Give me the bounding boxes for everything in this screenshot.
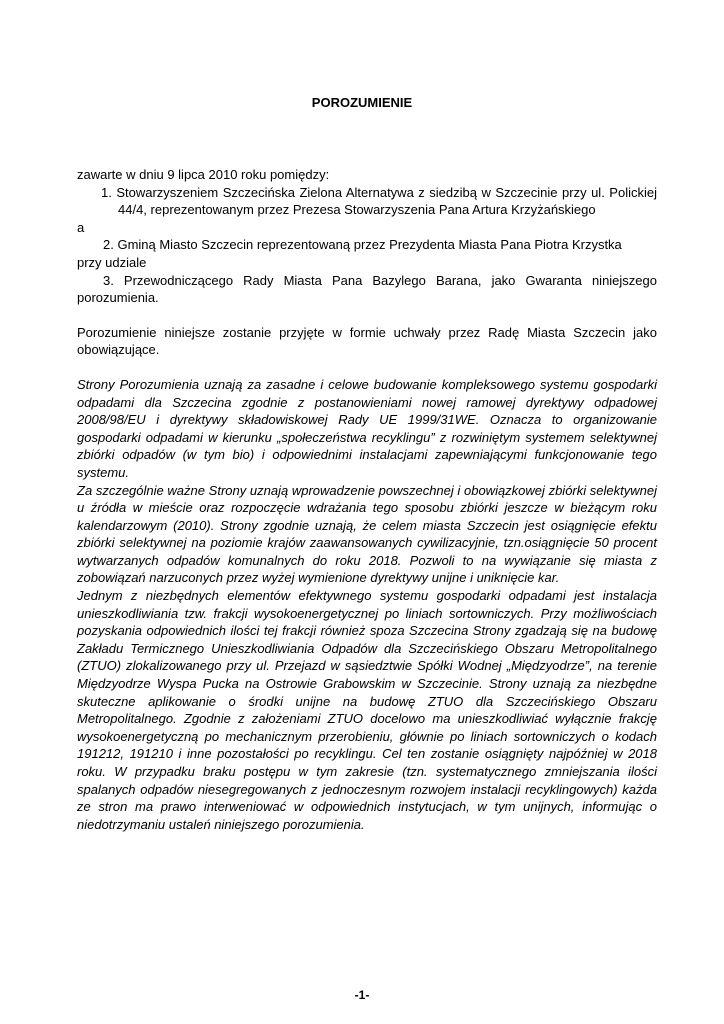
paragraph-ztuo: Jednym z niezbędnych elementów efektywnego systemu gospodarki odpadami jest instalacja unieszkodliwiania tzw. frakcji wysokoenergetycznej po liniach sortowniczych. Przy możliwościach pozyskania odpowiednich ilości tej frakcji również spoza Szczecina Strony zgadzają się na budowę Zakładu Termicznego Unieszkodliwiania Odpadów dla Szczecińskiego Obszaru Metropolitalnego (ZTUO) zlokalizowanego przy ul. Przejazd w sąsiedztwie Spółki Wodnej „Międzyodrze”, na terenie Międzyodrze Wyspa Pucka na Ostrowie Grabowskim w Szczecinie. Strony uznają za niezbędne skuteczne aplikowanie o środki unijne na budowę ZTUO dla Szczecińskiego Obszaru Metropolitalnego. Zgodnie z założeniami ZTUO docelowo ma unieszkodliwiać wyłącznie frakcję wysokoenergetyczną po mechanicznym przerobieniu, głównie po liniach sortowniczych o kodach 191212, 191210 i inne pozostałości po recyklingu. Cel ten zostanie osiągnięty najpóźniej w 2018 roku. W przypadku braku postępu w tym zakresie (tzn. systematycznego zmniejszania ilości spalanych odpadów niesegregowanych z jednoczesnym rozwojem instalacji recyklingowych) każda ze stron ma prawo interweniować w odpowiednich instytucjach, w tym unijnych, informując o niedotrzymaniu ustaleń niniejszego porozumienia. (77, 588, 657, 832)
paragraph-waste-system: Strony Porozumienia uznają za zasadne i celowe budowanie kompleksowego systemu gospodarki odpadami dla Szczecina zgodnie z postanowieniami nowej ramowej dyrektywy odpadowej 2008/98/EU i dyrektywy składowiskowej Rady UE 1999/31WE. Oznacza to organizowanie gospodarki odpadami w kierunku „społeczeństwa recyklingu” z rozwiniętym systemem selektywnej zbiórki odpadów (w tym bio) i odpowiednimi instalacjami zapewniającymi funkcjonowanie tego systemu. (77, 376, 657, 480)
document-title: POROZUMIENIE (311, 95, 413, 110)
adoption-clause: Porozumienie niniejsze zostanie przyjęte w formie uchwały przez Radę Miasta Szczecin jako obowiązujące. (77, 324, 657, 358)
party-2: 2. Gminą Miasto Szczecin reprezentowaną przez Prezydenta Miasta Pana Piotra Krzystka (103, 237, 622, 253)
spacer (77, 307, 657, 324)
document-body (77, 166, 657, 833)
intro-line: zawarte w dniu 9 lipca 2010 roku pomiędzy: (77, 167, 330, 182)
party-1: 1. Stowarzyszeniem Szczecińska Zielona Alternatywa z siedzibą w Szczecinie przy ul. Polickiej 44/4, reprezentowanym przez Prezesa Stowarzyszenia Pana Artura Krzyżańskiego (101, 184, 657, 218)
paragraph-selective-collection: Za szczególnie ważne Strony uznają wprowadzenie powszechnej i obowiązkowej zbiórki selektywnej u źródła w mieście oraz rozpoczęcie wdrażania tego sposobu zbiórki jeszcze w bieżącym roku kalendarzowym (2010). Strony zgodnie uznają, że celem miasta Szczecin jest osiągnięcie efektu zbiórki selektywnej na poziomie krajów zaawansowanych cywilizacyjnie, tzn.osiągnięcie 50 procent wytwarzanych odpadów komunalnych do roku 2018. Pozwoli to na wywiązanie się miasta z zobowiązań narzuconych przez wyżej wymienione dyrektywy unijne i uniknięcie kar. (77, 482, 657, 586)
party-3: 3. Przewodniczącego Rady Miasta Pana Bazylego Barana, jako Gwaranta niniejszego porozumienia. (77, 272, 657, 306)
spacer (77, 359, 657, 376)
page-number: -1- (354, 988, 370, 1002)
with-participation: przy udziale (77, 254, 147, 270)
conjunction-a: a (77, 219, 85, 235)
